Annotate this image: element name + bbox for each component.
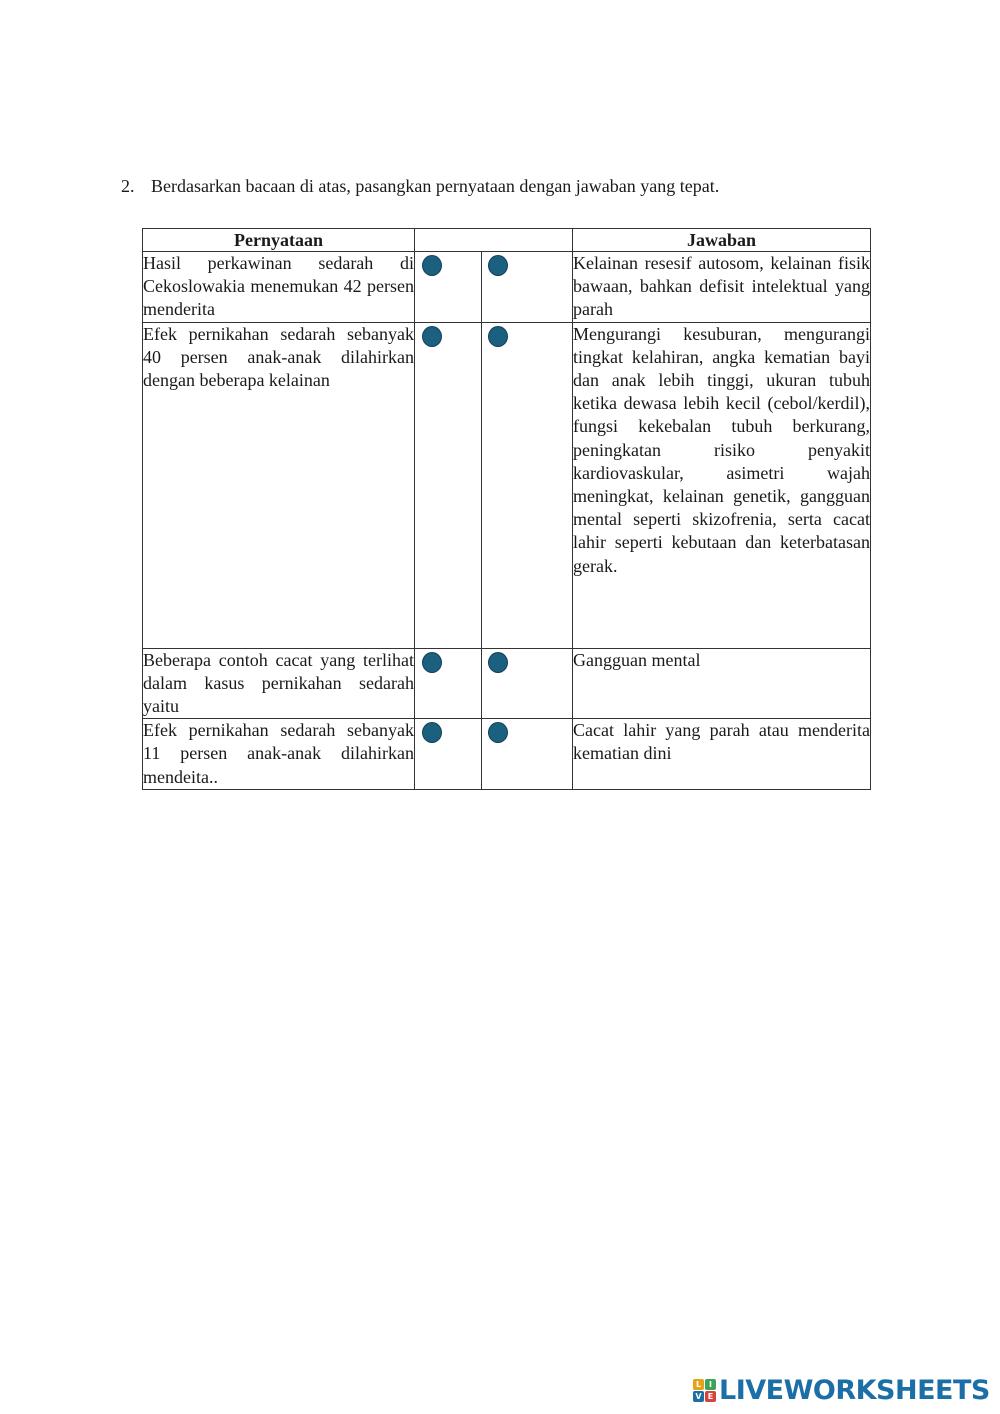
answer-cell: Cacat lahir yang parah atau menderita kematian dini xyxy=(573,719,871,790)
statement-cell: Efek pernikahan sedarah sebanyak 40 persen anak-anak dilahirkan dengan beberapa kelainan xyxy=(143,322,415,648)
left-dot-cell xyxy=(415,648,482,719)
match-dot-right-3[interactable] xyxy=(488,652,508,673)
statement-cell: Hasil perkawinan sedarah di Cekoslowakia menemukan 42 persen menderita xyxy=(143,252,415,323)
header-statement: Pernyataan xyxy=(143,229,415,252)
left-dot-cell xyxy=(415,322,482,648)
logo-text: LIVEWORKSHEETS xyxy=(719,1374,990,1406)
left-dot-cell xyxy=(415,252,482,323)
left-dot-cell xyxy=(415,719,482,790)
match-dot-left-2[interactable] xyxy=(422,326,442,347)
table-row xyxy=(143,719,871,790)
match-dot-left-4[interactable] xyxy=(422,722,442,743)
table-row xyxy=(143,648,871,719)
match-dot-right-2[interactable] xyxy=(488,326,508,347)
right-dot-cell xyxy=(482,719,573,790)
question-number: 2. xyxy=(121,176,135,196)
answer-cell: Gangguan mental xyxy=(573,648,871,719)
right-dot-cell xyxy=(482,252,573,323)
header-answer: Jawaban xyxy=(573,229,871,252)
header-middle xyxy=(415,229,573,252)
match-dot-left-1[interactable] xyxy=(422,255,442,276)
logo-cube-letter: L xyxy=(693,1379,704,1390)
question-text: Berdasarkan bacaan di atas, pasangkan pernyataan dengan jawaban yang tepat. xyxy=(151,176,720,196)
statement-cell: Efek pernikahan sedarah sebanyak 11 persen anak-anak dilahirkan mendeita.. xyxy=(143,719,415,790)
answer-cell: Kelainan resesif autosom, kelainan fisik bawaan, bahkan defisit intelektual yang parah xyxy=(573,252,871,323)
logo-cube-letter: E xyxy=(705,1391,716,1402)
logo-cube-icon xyxy=(693,1379,716,1402)
right-dot-cell xyxy=(482,322,573,648)
match-dot-left-3[interactable] xyxy=(422,652,442,673)
statement-cell: Beberapa contoh cacat yang terlihat dalam kasus pernikahan sedarah yaitu xyxy=(143,648,415,719)
logo-cube-letter: V xyxy=(693,1391,704,1402)
liveworksheets-logo xyxy=(693,1376,990,1404)
table-row xyxy=(143,322,871,648)
table-header-row xyxy=(143,229,871,252)
table-row xyxy=(143,252,871,323)
right-dot-cell xyxy=(482,648,573,719)
matching-table xyxy=(142,228,871,790)
question-line xyxy=(121,174,719,198)
logo-cube-letter: I xyxy=(705,1379,716,1390)
match-dot-right-4[interactable] xyxy=(488,722,508,743)
match-dot-right-1[interactable] xyxy=(488,255,508,276)
answer-cell: Mengurangi kesuburan, mengurangi tingkat kelahiran, angka kematian bayi dan anak lebih tinggi, ukuran tubuh ketika dewasa lebih kecil (cebol/kerdil), fungsi kekebalan tubuh berkurang, peningkatan risiko penyakit kardiovaskular, asimetri wajah meningkat, kelainan genetik, gangguan mental seperti skizofrenia, serta cacat lahir seperti kebutaan dan keterbatasan gerak. xyxy=(573,322,871,648)
